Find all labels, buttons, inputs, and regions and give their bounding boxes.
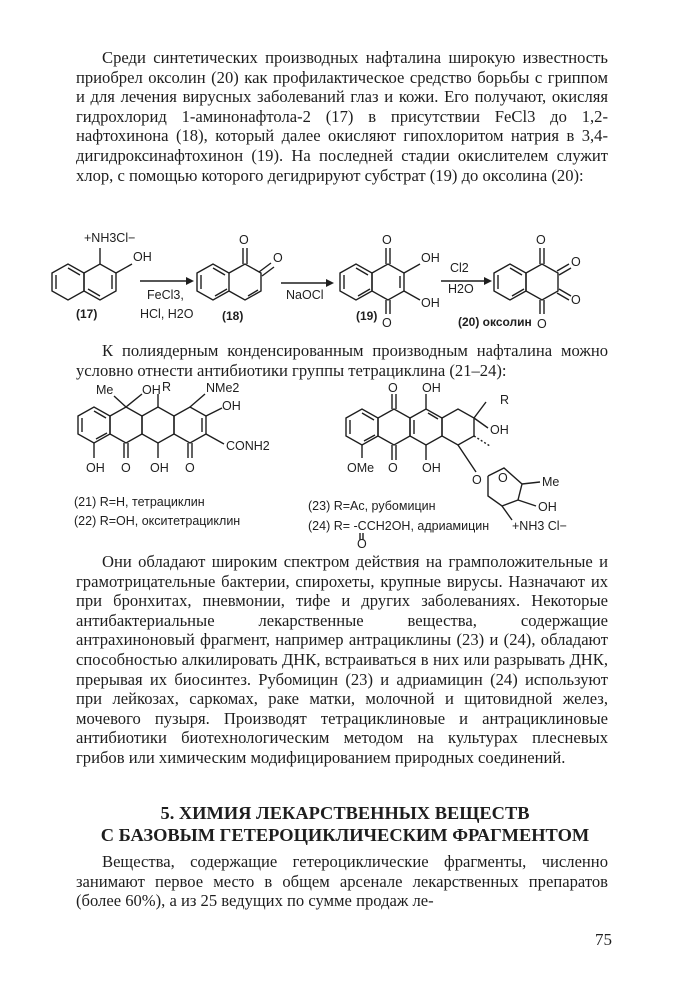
oxygen-label: O (273, 251, 283, 265)
compound-19-label: (19) (356, 309, 378, 323)
reagent-hcl-h2o: HCl, H2O (140, 307, 194, 321)
oxygen-label: O (239, 233, 249, 247)
oh-label: OH (133, 250, 152, 264)
reaction-arrow-2 (281, 279, 334, 302)
oxygen-label: O (388, 381, 398, 395)
oh-label: OH (150, 461, 169, 475)
oxygen-label: O (185, 461, 195, 475)
compound-22-label: (22) R=OH, окситетрациклин (74, 514, 241, 528)
oh-label: OH (422, 461, 441, 475)
reagent-fecl3: FeCl3, (147, 288, 184, 302)
oh-label: OH (538, 500, 557, 514)
page-number: 75 (595, 930, 612, 949)
carboxamide-label: CONH2 (226, 439, 270, 453)
ammonium-chloride-label: +NH3 Cl− (512, 519, 567, 533)
oxygen-label: O (498, 471, 508, 485)
methyl-label: Me (96, 383, 114, 397)
oh-label: OH (490, 423, 509, 437)
oh-label: OH (421, 296, 440, 310)
carbonyl-oxygen-label: O (357, 537, 367, 551)
section-heading-line-2: С БАЗОВЫМ ГЕТЕРОЦИКЛИЧЕСКИМ ФРАГМЕНТОМ (100, 825, 590, 845)
oh-label: OH (422, 381, 441, 395)
methyl-label: Me (542, 475, 560, 489)
reagent-h2o: H2O (448, 282, 474, 296)
oxygen-label: O (537, 317, 547, 331)
compound-18-structure (197, 233, 283, 323)
compound-19-structure (340, 233, 440, 330)
antibiotics-scheme (0, 380, 679, 550)
reaction-arrow-3 (441, 261, 492, 296)
oh-label: OH (222, 399, 241, 413)
methoxy-label: OMe (347, 461, 375, 475)
compound-24-label: (24) R= -CCH2OH, адриамицин (308, 519, 490, 533)
r-group-label: R (500, 393, 510, 407)
compound-23-label: (23) R=Ac, рубомицин (308, 499, 436, 513)
paragraph-antibiotics-properties: Они обладают широким спектром действия на грамположительные и грамотрицательные бактерии, спирохеты, крупные вирусы. Назначают их при бронхитах, пневмонии, тифе и других заболеваниях. Некоторые антибактериальные лекарственные вещества, содержащие антрахиноновый фрагмент, например антрациклины (23) и (24), обладают способностью алкилировать ДНК, встраиваться в них или разрывать ДНК, прерывая их биосинтез. Рубомицин (23) и адриамицин (24) используют при лейкозах, саркомах, раке матки, молочной и щитовидной желез, мочевого пузыря. Производят тетрациклиновые и антрациклиновые антибиотики биотехнологическим методом на культурах плесневых грибов или химическим модифицированием природных соединений. (76, 552, 608, 767)
reagent-naocl: NaOCl (286, 288, 324, 302)
tetracycline-structure (78, 380, 270, 475)
oxygen-label: O (571, 255, 581, 269)
oxygen-label: O (472, 473, 482, 487)
oxygen-label: O (382, 233, 392, 247)
paragraph-tetracyclines-intro: К полиядерным конденсированным производным нафталина можно условно отнести антибиотики группы тетрациклина (21–24): (76, 341, 608, 380)
reaction-arrow-1 (140, 277, 194, 321)
paragraph-heterocycles: Вещества, содержащие гетероциклические фрагменты, численно занимают первое место в общем арсенале лекарственных препаратов (более 60%), а из 25 ведущих по сумме продаж ле- (76, 852, 608, 911)
compound-20-label: (20) оксолин (458, 315, 532, 329)
oh-label: OH (142, 383, 161, 397)
oh-label: OH (421, 251, 440, 265)
compound-21-label: (21) R=H, тетрациклин (74, 495, 205, 509)
oxygen-label: O (388, 461, 398, 475)
oxygen-label: O (571, 293, 581, 307)
section-heading (60, 802, 630, 846)
compound-20-structure (458, 233, 581, 331)
dimethylamino-label: NMe2 (206, 381, 240, 395)
r-group-label: R (162, 380, 172, 394)
oh-label: OH (86, 461, 105, 475)
compound-17-label: (17) (76, 307, 98, 321)
reagent-cl2: Cl2 (450, 261, 469, 275)
oxygen-label: O (382, 316, 392, 330)
paragraph-oxolin-synthesis: Среди синтетических производных нафталина широкую известность приобрел оксолин (20) как профилактическое средство борьбы с гриппом и для лечения вирусных заболеваний глаз и кожи. Его получают, окисляя гидрохлорид 1-аминонафтола-2 (17) в присутствии FeCl3 до 1,2-нафтохинона (18), который далее окисляют гипохлоритом натрия в 3,4-дигидроксинафтохинон (19). На последней стадии окислителем служит хлор, с помощью которого дегидрируют субстрат (19) до оксолина (20): (76, 48, 608, 185)
compound-17-structure (52, 231, 152, 321)
compound-18-label: (18) (222, 309, 244, 323)
oxygen-label: O (536, 233, 546, 247)
oxolin-synthesis-scheme (0, 228, 679, 340)
nh3cl-label: +NH3Cl− (84, 231, 136, 245)
section-heading-line-1: 5. ХИМИЯ ЛЕКАРСТВЕННЫХ ВЕЩЕСТВ (160, 803, 530, 823)
oxygen-label: O (121, 461, 131, 475)
